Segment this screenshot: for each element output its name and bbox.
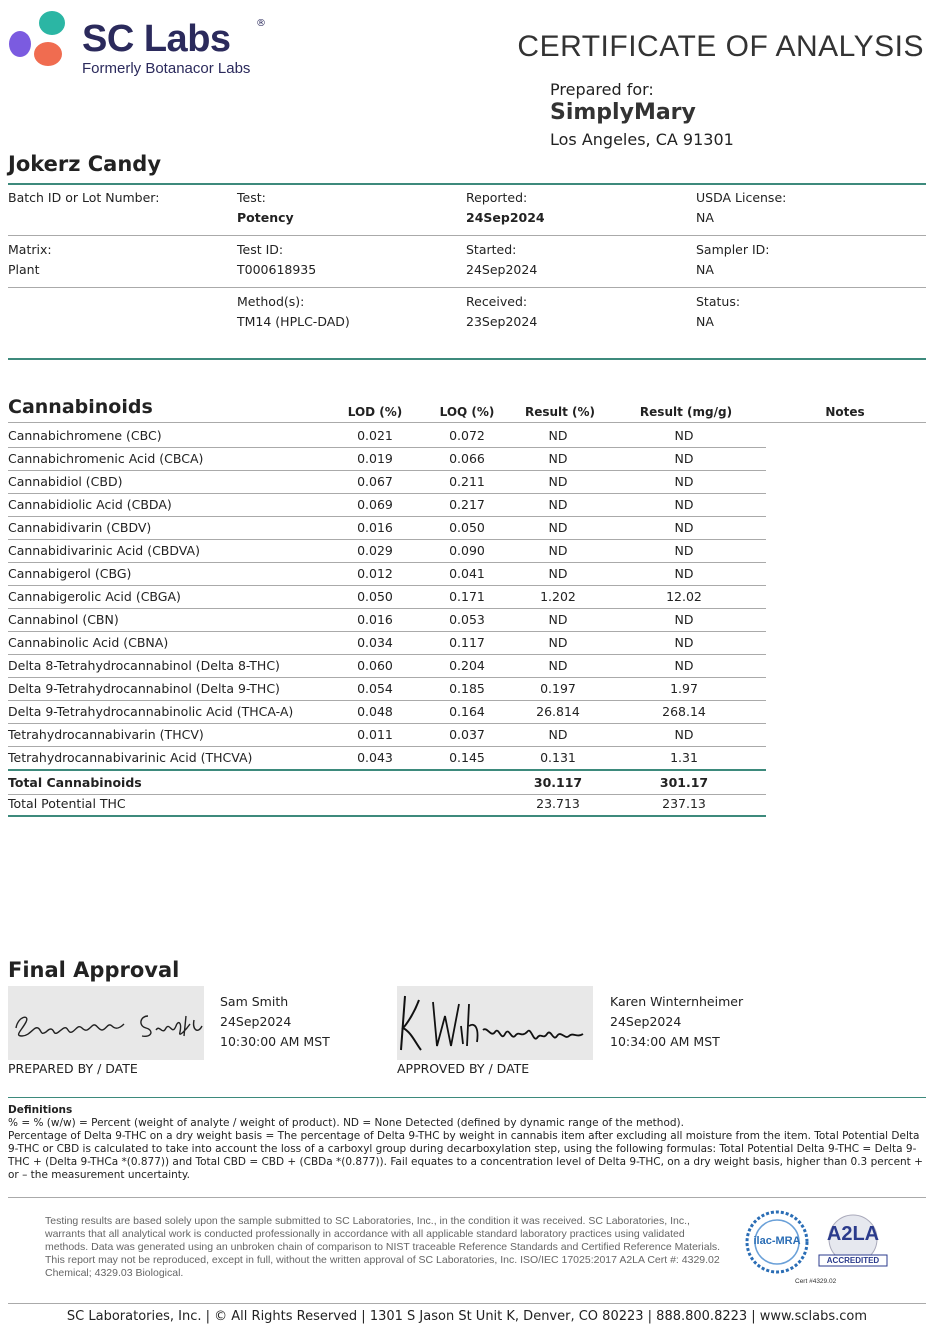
total-mg: 301.17 bbox=[659, 775, 709, 790]
loq-value: 0.053 bbox=[449, 612, 485, 627]
result-mg: ND bbox=[674, 451, 694, 466]
meta-label: Matrix: bbox=[8, 242, 52, 257]
lod-value: 0.043 bbox=[357, 750, 393, 765]
table-row bbox=[8, 470, 766, 494]
loq-value: 0.217 bbox=[449, 497, 485, 512]
lod-value: 0.067 bbox=[357, 474, 393, 489]
meta-label: Started: bbox=[466, 242, 517, 257]
loq-value: 0.164 bbox=[449, 704, 485, 719]
result-mg: 268.14 bbox=[662, 704, 706, 719]
loq-value: 0.211 bbox=[449, 474, 485, 489]
meta-label: Sampler ID: bbox=[696, 242, 770, 257]
meta-label: USDA License: bbox=[696, 190, 787, 205]
meta-value: Potency bbox=[237, 210, 294, 225]
prepared-role: PREPARED BY / DATE bbox=[8, 1061, 138, 1076]
result-pct: ND bbox=[548, 612, 568, 627]
table-row bbox=[8, 677, 766, 701]
meta-value: Plant bbox=[8, 262, 40, 277]
lod-value: 0.054 bbox=[357, 681, 393, 696]
lod-value: 0.048 bbox=[357, 704, 393, 719]
col-header-lod: LOD (%) bbox=[347, 405, 403, 419]
lod-value: 0.012 bbox=[357, 566, 393, 581]
client-address: Los Angeles, CA 91301 bbox=[550, 130, 734, 149]
meta-cell bbox=[696, 188, 786, 228]
result-pct: ND bbox=[548, 497, 568, 512]
final-approval-title: Final Approval bbox=[8, 958, 180, 982]
ilac-label: ilac-MRA bbox=[753, 1235, 801, 1247]
col-header-result-mg: Result (mg/g) bbox=[639, 405, 733, 419]
product-name: Jokerz Candy bbox=[8, 152, 162, 176]
analyte-name: Cannabichromene (CBC) bbox=[8, 428, 162, 443]
lod-value: 0.050 bbox=[357, 589, 393, 604]
loq-value: 0.204 bbox=[449, 658, 485, 673]
lod-value: 0.060 bbox=[357, 658, 393, 673]
meta-cell bbox=[696, 240, 770, 280]
divider bbox=[8, 183, 926, 185]
result-mg: ND bbox=[674, 474, 694, 489]
result-pct: ND bbox=[548, 566, 568, 581]
approved-role: APPROVED BY / DATE bbox=[397, 1061, 530, 1076]
loq-value: 0.090 bbox=[449, 543, 485, 558]
meta-cell bbox=[466, 240, 537, 280]
result-pct: ND bbox=[548, 543, 568, 558]
meta-label: Test: bbox=[237, 190, 266, 205]
result-mg: ND bbox=[674, 612, 694, 627]
result-mg: ND bbox=[674, 658, 694, 673]
result-pct: ND bbox=[548, 635, 568, 650]
table-row bbox=[8, 746, 766, 770]
accredited-label: ACCREDITED bbox=[826, 1256, 880, 1265]
result-pct: 26.814 bbox=[536, 704, 580, 719]
definitions-line: % = % (w/w) = Percent (weight of analyte / weight of product). ND = None Detected (defined by dynamic range of the method). bbox=[8, 1117, 684, 1129]
col-header-result-pct: Result (%) bbox=[524, 405, 596, 419]
table-row bbox=[8, 424, 766, 448]
loq-value: 0.041 bbox=[449, 566, 485, 581]
cert-number: Cert #4329.02 bbox=[795, 1278, 837, 1285]
analyte-name: Cannabidiol (CBD) bbox=[8, 474, 123, 489]
meta-label: Test ID: bbox=[237, 242, 284, 257]
logo-text: SC Labs bbox=[82, 18, 231, 60]
definitions-line: Percentage of Delta 9-THC on a dry weight basis = The percentage of Delta 9-THC by weight in cannabis item after excluding all moisture from the item. Total Potential Delta 9-THC or CBD is calculated to take into account the loss of a carboxyl group during decarboxylation step, using the following formulas: Total Potential Delta 9-THC = Delta 9-THC + (Delta 9-THCa *(0.877)) and Total CBD = CBD + (CBDa *(0.877)). Fail equates to a concentration level of Delta 9-THC, on a dry weight basis, higher than 0.3 percent + or – the measurement uncertainty. bbox=[8, 1130, 923, 1181]
logo-subtitle: Formerly Botanacor Labs bbox=[82, 60, 251, 77]
lod-value: 0.019 bbox=[357, 451, 393, 466]
result-pct: ND bbox=[548, 727, 568, 742]
lod-value: 0.016 bbox=[357, 612, 393, 627]
meta-value: TM14 (HPLC-DAD) bbox=[237, 314, 350, 329]
result-pct: ND bbox=[548, 520, 568, 535]
approved-name: Karen Winternheimer bbox=[610, 994, 744, 1009]
approved-signature bbox=[397, 986, 593, 1060]
analyte-name: Cannabinolic Acid (CBNA) bbox=[8, 635, 169, 650]
result-mg: 1.31 bbox=[670, 750, 698, 765]
divider bbox=[8, 422, 926, 423]
loq-value: 0.171 bbox=[449, 589, 485, 604]
definitions bbox=[8, 1104, 926, 1182]
ilac-mra-badge bbox=[742, 1210, 812, 1274]
registered-mark: ® bbox=[256, 18, 266, 29]
a2la-badge bbox=[817, 1213, 889, 1269]
analyte-name: Delta 9-Tetrahydrocannabinolic Acid (THCA-A) bbox=[8, 704, 294, 719]
meta-label: Reported: bbox=[466, 190, 528, 205]
prepared-date: 24Sep2024 bbox=[220, 1014, 292, 1029]
table-row bbox=[8, 654, 766, 678]
table-row bbox=[8, 516, 766, 540]
result-mg: 1.97 bbox=[670, 681, 698, 696]
potential-label: Total Potential THC bbox=[8, 796, 126, 811]
lod-value: 0.029 bbox=[357, 543, 393, 558]
analyte-name: Tetrahydrocannabivarin (THCV) bbox=[8, 727, 204, 742]
analyte-name: Delta 9-Tetrahydrocannabinol (Delta 9-THC) bbox=[8, 681, 280, 696]
result-pct: ND bbox=[548, 428, 568, 443]
result-pct: 0.197 bbox=[540, 681, 576, 696]
meta-value: 24Sep2024 bbox=[466, 210, 545, 225]
meta-value: 23Sep2024 bbox=[466, 314, 538, 329]
table-row bbox=[8, 608, 766, 632]
analyte-name: Cannabidiolic Acid (CBDA) bbox=[8, 497, 172, 512]
potential-mg: 237.13 bbox=[662, 796, 706, 811]
potential-thc-row bbox=[8, 792, 766, 817]
divider bbox=[8, 235, 926, 236]
lod-value: 0.034 bbox=[357, 635, 393, 650]
meta-label: Batch ID or Lot Number: bbox=[8, 190, 160, 205]
analyte-name: Cannabidivarinic Acid (CBDVA) bbox=[8, 543, 200, 558]
loq-value: 0.050 bbox=[449, 520, 485, 535]
approved-date: 24Sep2024 bbox=[610, 1014, 682, 1029]
definitions-title: Definitions bbox=[8, 1104, 73, 1116]
table-row bbox=[8, 562, 766, 586]
loq-value: 0.066 bbox=[449, 451, 485, 466]
meta-cell bbox=[466, 292, 537, 332]
approved-time: 10:34:00 AM MST bbox=[610, 1034, 720, 1049]
result-mg: ND bbox=[674, 428, 694, 443]
meta-cell bbox=[8, 240, 52, 280]
meta-cell bbox=[237, 188, 294, 228]
divider bbox=[8, 1097, 926, 1098]
result-pct: ND bbox=[548, 658, 568, 673]
table-row bbox=[8, 493, 766, 517]
meta-cell bbox=[466, 188, 545, 228]
meta-value: NA bbox=[696, 210, 714, 225]
result-mg: ND bbox=[674, 497, 694, 512]
meta-value: T000618935 bbox=[237, 262, 317, 277]
lod-value: 0.016 bbox=[357, 520, 393, 535]
prepared-time: 10:30:00 AM MST bbox=[220, 1034, 330, 1049]
meta-cell bbox=[237, 292, 350, 332]
analyte-name: Cannabigerol (CBG) bbox=[8, 566, 132, 581]
potential-pct: 23.713 bbox=[536, 796, 580, 811]
table-row bbox=[8, 723, 766, 747]
prepared-for-label: Prepared for: bbox=[550, 80, 654, 99]
result-pct: 0.131 bbox=[540, 750, 576, 765]
document-title: CERTIFICATE OF ANALYSIS bbox=[517, 30, 924, 63]
analyte-name: Cannabinol (CBN) bbox=[8, 612, 119, 627]
result-mg: ND bbox=[674, 543, 694, 558]
lod-value: 0.069 bbox=[357, 497, 393, 512]
result-mg: ND bbox=[674, 520, 694, 535]
disclaimer: Testing results are based solely upon the sample submitted to SC Laboratories, Inc., in the condition it was received. SC Laboratories, Inc., warrants that all analytical work is conducted professionally in accordance with all applicable standard laboratory practices using validated methods. Data was generated using an unbroken chain of comparison to NIST traceable Reference Standards and Certified Reference Materials. This report may not be reproduced, except in full, without the written approval of SC Laboratories, Inc. ISO/IEC 17025:2017 A2LA Cert #: 4329.02 Chemical; 4329.03 Biological. bbox=[45, 1215, 721, 1279]
meta-cell bbox=[696, 292, 740, 332]
loq-value: 0.145 bbox=[449, 750, 485, 765]
result-mg: 12.02 bbox=[666, 589, 702, 604]
analyte-name: Cannabigerolic Acid (CBGA) bbox=[8, 589, 181, 604]
divider bbox=[8, 287, 926, 288]
result-mg: ND bbox=[674, 727, 694, 742]
analyte-name: Tetrahydrocannabivarinic Acid (THCVA) bbox=[8, 750, 253, 765]
loq-value: 0.072 bbox=[449, 428, 485, 443]
section-title: Cannabinoids bbox=[8, 396, 153, 418]
loq-value: 0.037 bbox=[449, 727, 485, 742]
meta-value: 24Sep2024 bbox=[466, 262, 538, 277]
result-pct: ND bbox=[548, 474, 568, 489]
prepared-signature bbox=[8, 986, 204, 1060]
meta-cell bbox=[237, 240, 316, 280]
result-mg: ND bbox=[674, 635, 694, 650]
divider bbox=[8, 1303, 926, 1304]
total-label: Total Cannabinoids bbox=[8, 775, 142, 790]
meta-label: Received: bbox=[466, 294, 528, 309]
loq-value: 0.185 bbox=[449, 681, 485, 696]
prepared-name: Sam Smith bbox=[220, 994, 289, 1009]
table-row bbox=[8, 631, 766, 655]
analyte-name: Cannabichromenic Acid (CBCA) bbox=[8, 451, 204, 466]
result-mg: ND bbox=[674, 566, 694, 581]
lod-value: 0.021 bbox=[357, 428, 393, 443]
result-pct: ND bbox=[548, 451, 568, 466]
result-pct: 1.202 bbox=[540, 589, 576, 604]
meta-cell bbox=[8, 188, 159, 208]
table-row bbox=[8, 585, 766, 609]
analyte-name: Cannabidivarin (CBDV) bbox=[8, 520, 152, 535]
divider bbox=[8, 358, 926, 360]
footer: SC Laboratories, Inc. | © All Rights Reserved | 1301 S Jason St Unit K, Denver, CO 80223 | 888.800.8223 | www.sclabs.com bbox=[66, 1309, 868, 1324]
meta-label: Status: bbox=[696, 294, 741, 309]
col-header-notes: Notes bbox=[825, 405, 865, 419]
table-row bbox=[8, 447, 766, 471]
a2la-label: A2LA bbox=[826, 1223, 880, 1245]
table-row bbox=[8, 700, 766, 724]
lod-value: 0.011 bbox=[357, 727, 393, 742]
client-name: SimplyMary bbox=[550, 100, 696, 125]
analyte-name: Delta 8-Tetrahydrocannabinol (Delta 8-THC) bbox=[8, 658, 280, 673]
col-header-loq: LOQ (%) bbox=[439, 405, 495, 419]
meta-value: NA bbox=[696, 262, 714, 277]
logo-mark bbox=[8, 6, 78, 70]
table-row bbox=[8, 539, 766, 563]
meta-label: Method(s): bbox=[237, 294, 305, 309]
meta-value: NA bbox=[696, 314, 714, 329]
loq-value: 0.117 bbox=[449, 635, 485, 650]
divider bbox=[8, 1197, 926, 1198]
total-pct: 30.117 bbox=[533, 775, 583, 790]
